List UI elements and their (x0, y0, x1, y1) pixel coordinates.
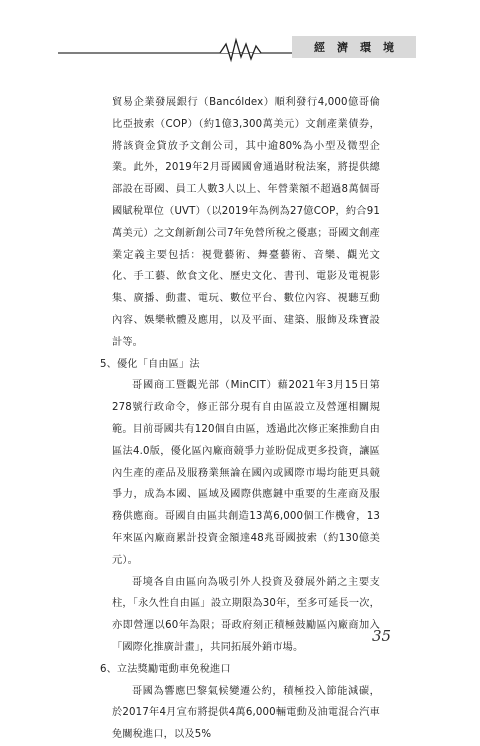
main-content (100, 92, 380, 746)
section5-paragraph-1: 哥國商工暨觀光部（MinCIT）藉2021年3月15日第278號行政命令，修正部分現有自由區設立及營運相關規範。目前哥國共有120個自由區，透過此次修正案推動自由區法4.0版，優化區內廠商競爭力並盼促成更多投資，讓區內生產的產品及服務業無論在國內或國際市場均能更具競爭力，成為本國、區域及國際供應鏈中重要的生產商及服務供應商。哥國自由區共創造13萬6,000個工作機會，13年來區內廠商累計投資金額達48兆哥國披索（約130億美元）。 (112, 380, 380, 566)
page-number: 35 (372, 627, 392, 645)
page-header (0, 0, 480, 60)
section4-continuation-paragraph: 貿易企業發展銀行（Bancóldex）順利發行4,000億哥倫比亞披索（COP）（約1億3,300萬美元）文創產業債券，將該資金貸放予文創公司，其中逾80%為小型及微型企業。此外，2019年2月哥國國會通過財稅法案，將提供總部設在哥國、員工人數3人以上、年營業額不超過8萬個哥國賦稅單位（UVT）（以2019年為例為27億COP，約合91萬美元）之文創新創公司7年免營所稅之優惠；哥國文創產業定義主要包括：視覺藝術、舞臺藝術、音樂、觀光文化、手工藝、飲食文化、歷史文化、書刊、電影及電視影集、廣播、動畫、電玩、數位平台、數位內容、視聽互動內容、娛樂軟體及應用，以及平面、建築、服飾及珠寶設計等。 (112, 97, 380, 348)
section5-paragraph-2: 哥境各自由區向為吸引外人投資及發展外銷之主要支柱，「永久性自由區」設立期限為30年，至多可延長一次，亦即營運以60年為限；哥政府刻正積極鼓勵區內廠商加入「國際化推廣計畫」，共同拓展外銷市場。 (112, 576, 380, 653)
header-title: 經濟環境 (314, 41, 406, 54)
section5-heading: 5、優化「自由區」法 (100, 358, 200, 370)
header-section-tab (292, 36, 416, 58)
section6-paragraph-1: 哥國為響應巴黎氣候變遷公約，積極投入節能減碳，於2017年4月宣布將提供4萬6,000輛電動及油電混合汽車免關稅進口，以及5% (112, 685, 380, 741)
section6-heading: 6、立法獎勵電動車免稅進口 (100, 663, 231, 675)
